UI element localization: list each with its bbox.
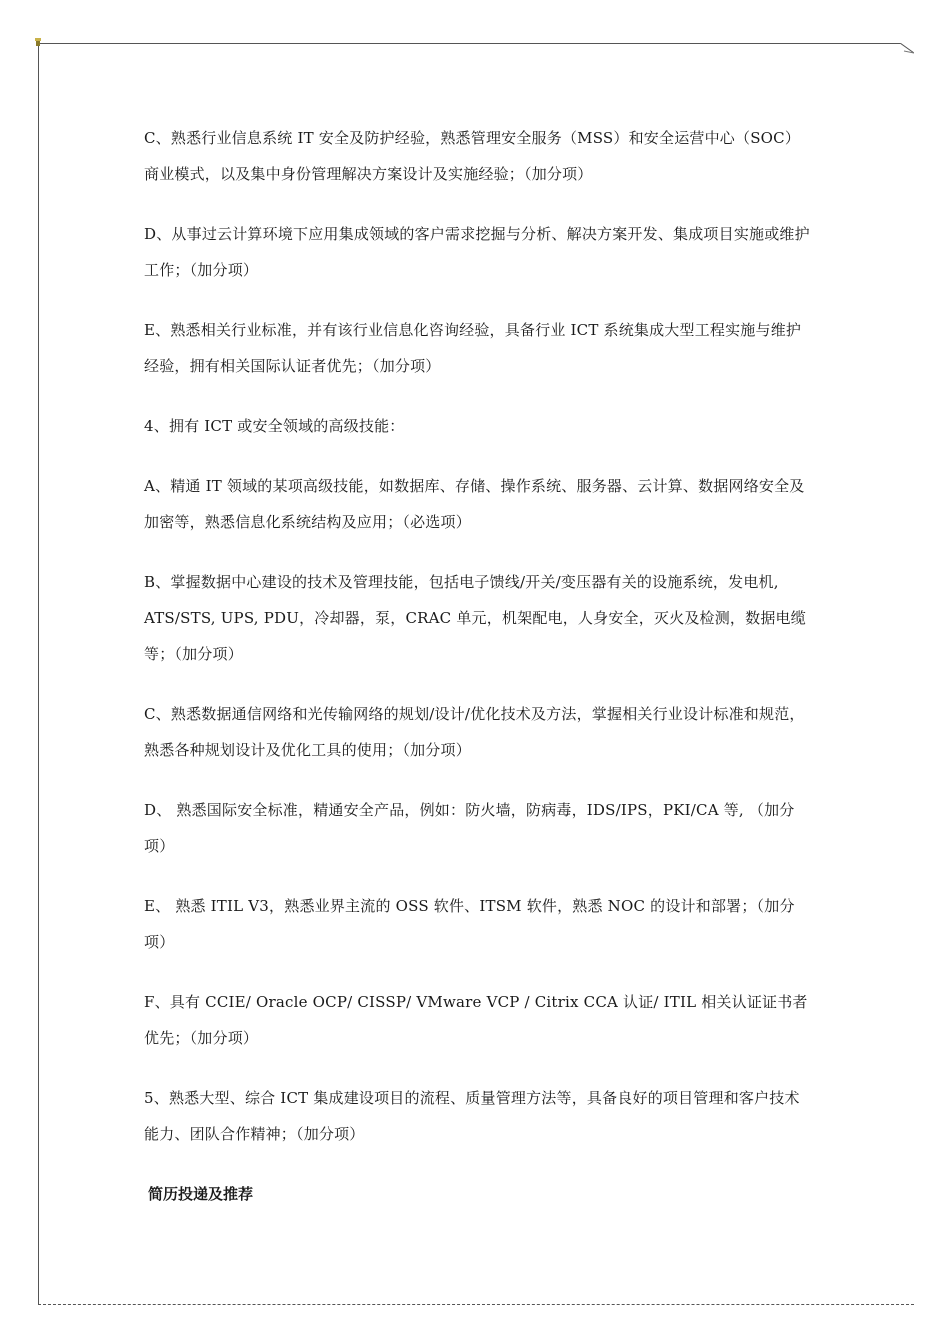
paragraph-f-certifications: F、具有 CCIE/ Oracle OCP/ CISSP/ VMware VCP / Citrix CCA 认证/ ITIL 相关认证证书者优先；（加分项） [144,993,808,1047]
paragraph-d-cloud-integration: D、从事过云计算环境下应用集成领域的客户需求挖掘与分析、解决方案开发、集成项目实施或维护工作；（加分项） [144,225,810,279]
paragraph-e-itil: E、 熟悉 ITIL V3，熟悉业界主流的 OSS 软件、ITSM 软件，熟悉 NOC 的设计和部署；（加分项） [144,897,795,951]
paragraph-a-it-skills: A、精通 IT 领域的某项高级技能，如数据库、存储、操作系统、服务器、云计算、数据网络安全及加密等，熟悉信息化系统结构及应用；（必选项） [144,477,805,531]
page-corner-fold-icon [900,43,914,55]
frame-top-border [38,43,900,44]
paragraph-b-datacenter: B、掌握数据中心建设的技术及管理技能，包括电子馈线/开关/变压器有关的设施系统，发电机, ATS/STS, UPS, PDU，冷却器，泵，CRAC 单元，机架配电，人身安全，灭火及检测，数据电缆等；（加分项） [144,573,806,663]
pin-icon [34,38,42,47]
document-body [144,120,812,1212]
paragraph-4-advanced-skills: 4、拥有 ICT 或安全领域的高级技能： [144,417,405,435]
paragraph-e-industry-standards: E、熟悉相关行业标准，并有该行业信息化咨询经验，具备行业 ICT 系统集成大型工程实施与维护经验，拥有相关国际认证者优先；（加分项） [144,321,802,375]
frame-left-border [38,43,39,1305]
section-heading-resume-submission: 简历投递及推荐 [148,1185,254,1203]
paragraph-5-project-management: 5、熟悉大型、综合 ICT 集成建设项目的流程、质量管理方法等，具备良好的项目管理和客户技术能力、团队合作精神；（加分项） [144,1089,800,1143]
frame-bottom-border [38,1304,914,1305]
paragraph-c-network-planning: C、熟悉数据通信网络和光传输网络的规划/设计/优化技术及方法，掌握相关行业设计标准和规范，熟悉各种规划设计及优化工具的使用；（加分项） [144,705,805,759]
paragraph-d-security-standards: D、 熟悉国际安全标准，精通安全产品，例如：防火墙，防病毒，IDS/IPS，PKI/CA 等, （加分项） [144,801,795,855]
paragraph-c-industry-security: C、熟悉行业信息系统 IT 安全及防护经验，熟悉管理安全服务（MSS）和安全运营中心（SOC）商业模式，以及集中身份管理解决方案设计及实施经验；（加分项） [144,129,801,183]
